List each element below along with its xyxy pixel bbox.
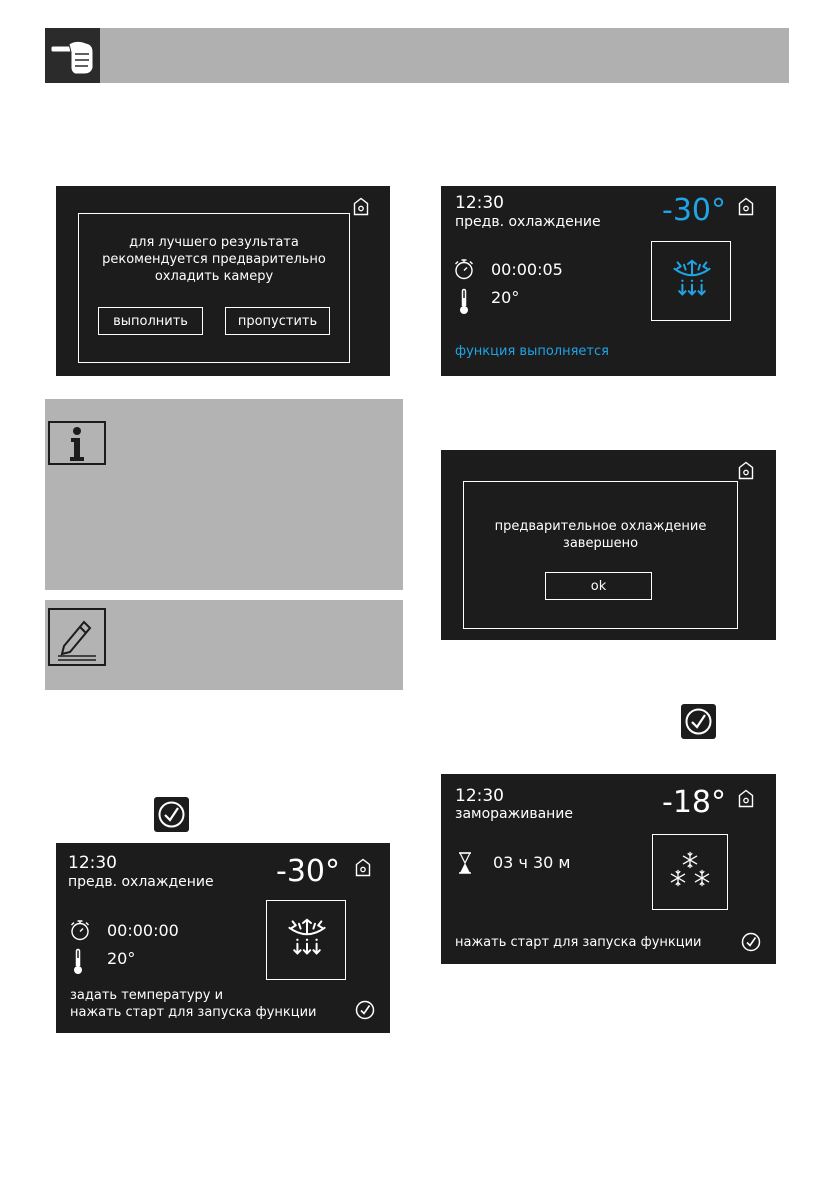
function-box: [266, 900, 346, 980]
function-box: [652, 834, 728, 910]
precool-prompt-screen: [56, 186, 390, 376]
info-icon: [48, 421, 106, 465]
check-icon: [154, 797, 189, 832]
pointing-hand-icon: [45, 28, 100, 83]
complete-message: предварительное охлаждение завершено: [494, 519, 707, 551]
home-icon[interactable]: [738, 197, 754, 216]
ok-button[interactable]: ok: [545, 572, 652, 600]
mode-label: замораживание: [455, 806, 574, 822]
home-icon[interactable]: [738, 461, 754, 480]
thermometer-icon: [72, 948, 84, 976]
clock-time: 12:30: [68, 853, 117, 873]
blast-chill-icon: [283, 916, 331, 962]
precool-message: для лучшего результата рекомендуется предварительно охладить камеру: [102, 235, 326, 284]
start-hint: нажать старт для запуска функции: [455, 935, 702, 950]
execute-button[interactable]: выполнить: [98, 307, 203, 335]
home-icon[interactable]: [353, 197, 369, 216]
start-check-button[interactable]: [741, 932, 761, 952]
home-icon[interactable]: [355, 858, 371, 877]
setup-hint: задать температуру и нажать старт для запуска функции: [70, 988, 317, 1020]
info-note: [45, 399, 403, 590]
skip-button[interactable]: пропустить: [225, 307, 330, 335]
target-temperature[interactable]: -18°: [662, 785, 726, 820]
clock-time: 12:30: [455, 193, 504, 213]
target-temperature[interactable]: -30°: [662, 193, 726, 228]
clock-time: 12:30: [455, 786, 504, 806]
pencil-note: [45, 600, 403, 690]
mode-label: предв. охлаждение: [455, 214, 601, 230]
timer-value: 00:00:05: [491, 260, 563, 279]
stopwatch-icon: [453, 258, 475, 280]
precool-setup-screen: [56, 843, 390, 1033]
freeze-screen: [441, 774, 776, 964]
snowflakes-icon: [667, 851, 715, 895]
hourglass-icon: [458, 852, 472, 874]
mode-label: предв. охлаждение: [68, 874, 214, 890]
stopwatch-icon: [69, 919, 91, 941]
start-check-button[interactable]: [355, 1000, 375, 1020]
target-temperature[interactable]: -30°: [276, 854, 340, 889]
check-icon: [681, 704, 716, 739]
precool-complete-screen: [441, 450, 776, 640]
status-message: функция выполняется: [455, 344, 609, 359]
precool-running-screen: [441, 186, 776, 376]
timer-value: 00:00:00: [107, 921, 179, 940]
thermometer-icon: [458, 288, 470, 316]
pencil-note-icon: [48, 608, 106, 666]
complete-dialog: [463, 481, 738, 629]
probe-temperature: 20°: [107, 949, 136, 968]
header-bar: [45, 28, 789, 83]
function-box: [651, 241, 731, 321]
probe-temperature: 20°: [491, 288, 520, 307]
blast-chill-icon: [668, 257, 716, 303]
home-icon[interactable]: [738, 789, 754, 808]
duration-value: 03 ч 30 м: [493, 853, 571, 872]
